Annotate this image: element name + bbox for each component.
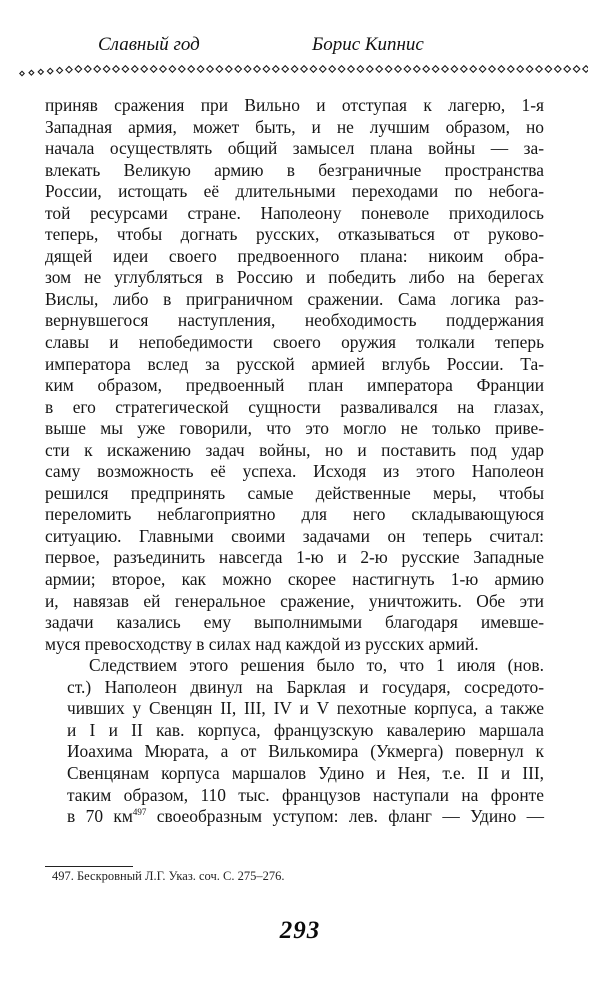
text-line: муся превосходству в силах над каждой из русских армий. xyxy=(45,633,479,654)
text-line: Западная армия, может быть, и не лучшим образом, но xyxy=(45,116,544,137)
text-line: влекать Великую армию в безграничные пространства xyxy=(45,159,544,180)
author-name: Борис Кипнис xyxy=(312,34,424,55)
text-line: зом не углубляться в Россию и победить либо на берегах xyxy=(45,267,544,288)
text-line: в 70 км$^{497}$ своеобразным уступом: лев. фланг — Удино — xyxy=(67,806,544,827)
text-line: решился предпринять самые действенные меры, чтобы xyxy=(45,482,544,503)
text-line: армии; второе, как можно скорее настигнуть 1-ю армию xyxy=(45,569,544,590)
diamond-chain-rule-icon xyxy=(16,60,588,80)
text-line: выше мы уже говорили, что это могло не только приве- xyxy=(45,418,544,439)
paragraph-1 xyxy=(45,95,544,655)
text-line: приняв сражения при Вильно и отступая к лагерю, 1-я xyxy=(45,95,544,115)
text-line: ст.) Наполеон двинул на Барклая и государя, сосредото- xyxy=(67,676,544,697)
text-line: переломить неблагоприятно для него складывающуюся xyxy=(45,504,544,525)
text-line: и, навязав ей генеральное сражение, уничтожить. Обе эти xyxy=(45,590,544,611)
footnote-reference[interactable]: 497 xyxy=(132,807,147,818)
text-line: задачи казались ему выполнимыми благодаря имевше- xyxy=(45,612,544,633)
text-line: в его стратегической сущности разваливался на глазах, xyxy=(45,396,544,417)
footnote-divider xyxy=(45,866,133,867)
text-line: саму возможность её успеха. Исходя из этого Наполеон xyxy=(45,461,544,482)
text-line: чивших у Свенцян II, III, IV и V пехотные корпуса, а также xyxy=(67,698,544,719)
footnote-497: 497. Бескровный Л.Г. Указ. соч. С. 275–276. xyxy=(52,869,285,883)
text-line: сти к искажению задач войны, но и поставить под удар xyxy=(45,439,544,460)
text-line: таким образом, 110 тыс. французов наступали на фронте xyxy=(67,784,544,805)
text-line: Иоахима Мюрата, а от Вилькомира (Укмерга) повернул к xyxy=(67,741,544,762)
text-line: и I и II кав. корпуса, французскую кавалерию маршала xyxy=(67,719,544,740)
text-line: императора вслед за русской армией вглубь России. Та- xyxy=(45,353,544,374)
text-line: ситуацию. Главными своими задачами он теперь считал: xyxy=(45,525,544,546)
text-line: ким образом, предвоенный план императора Франции xyxy=(45,375,544,396)
text-line: начала осуществлять общий замысел плана войны — за- xyxy=(45,138,544,159)
body-text xyxy=(45,95,544,828)
text-line: России, истощать её длительными переходами по небога- xyxy=(45,181,544,202)
text-line: Следствием этого решения было то, что 1 июля (нов. xyxy=(89,655,544,676)
text-line: славы и непобедимости своего оружия толкали теперь xyxy=(45,332,544,353)
text-line: той ресурсами стране. Наполеону поневоле приходилось xyxy=(45,202,544,223)
text-line: теперь, чтобы догнать русских, отказываться от руково- xyxy=(45,224,544,245)
text-line: вернувшегося наступления, необходимость поддержания xyxy=(45,310,544,331)
text-line: Свенцянам корпуса маршалов Удино и Нея, т.е. II и III, xyxy=(67,762,544,783)
paragraph-2 xyxy=(45,655,544,827)
book-title: Славный год xyxy=(98,34,200,55)
page-number: 293 xyxy=(279,917,321,944)
text-line: Вислы, либо в приграничном сражении. Сама логика раз- xyxy=(45,288,544,309)
text-line: дящей идеи своего предвоенного плана: никоим обра- xyxy=(45,245,544,266)
text-line: первое, разъединить навсегда 1-ю и 2-ю русские Западные xyxy=(45,547,544,568)
